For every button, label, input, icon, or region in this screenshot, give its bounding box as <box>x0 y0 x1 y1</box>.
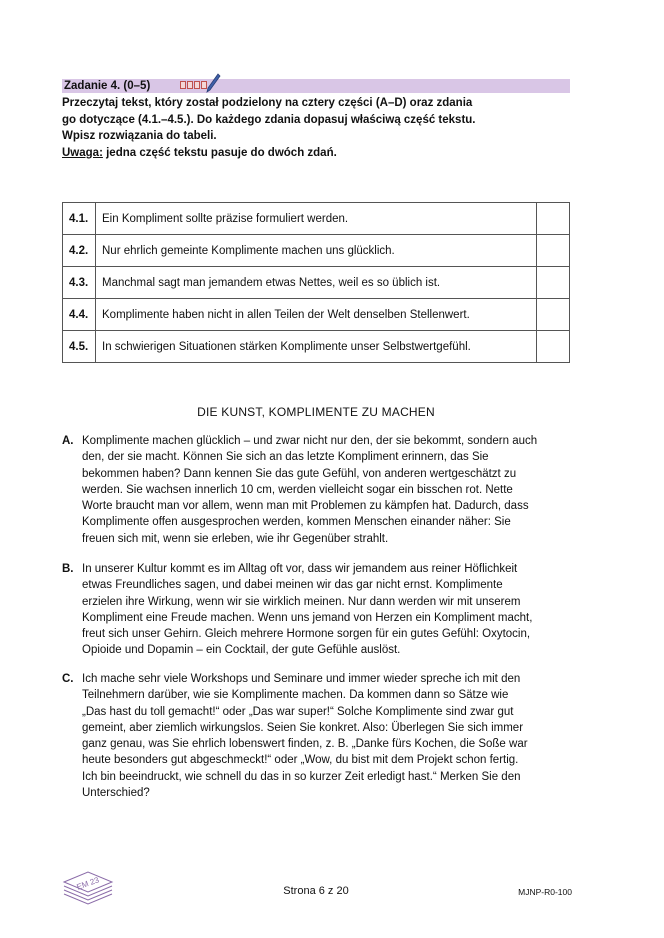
statement-number: 4.3. <box>63 267 96 299</box>
table-row <box>63 267 570 299</box>
text-line: freut sich unser Gehirn. Gleich mehrere Hormone sorgen für ein gutes Gefühl: Oxytocin, <box>82 628 531 641</box>
answer-cell[interactable] <box>537 267 570 299</box>
text-line: Unterschied? <box>82 787 150 800</box>
section-letter: C. <box>62 673 74 685</box>
score-box <box>194 81 200 89</box>
article-section-b <box>62 561 572 659</box>
table-row <box>63 203 570 235</box>
text-line: Komplimente machen glücklich – und zwar nicht nur den, der sie bekommt, sondern auch <box>82 435 538 447</box>
table-row <box>63 299 570 331</box>
page-number: Strona 6 z 20 <box>283 885 349 897</box>
statement-number: 4.5. <box>63 331 96 363</box>
note-label: Uwaga: <box>62 146 103 159</box>
text-line: erzielen ihre Wirkung, wenn wir sie wirklich meinen. Nur dann werden wir mit unserem <box>82 595 521 608</box>
instruction-line: Wpisz rozwiązania do tabeli. <box>62 130 217 142</box>
statement-text: Manchmal sagt man jemandem etwas Nettes, weil es so üblich ist. <box>96 267 537 299</box>
score-box <box>180 81 186 89</box>
statement-number: 4.1. <box>63 203 96 235</box>
text-line: werden. Sie wachsen innerlich 10 cm, werden vielleicht sogar ein bisschen rot. Nette <box>82 483 513 496</box>
instruction-line: go dotyczące (4.1.–4.5.). Do każdego zdania dopasuj właściwą część tekstu. <box>62 113 476 126</box>
text-line: Ich bin beeindruckt, wie schnell du das in so kurzer Zeit erledigt hast.“ Merken Sie den <box>82 770 521 783</box>
text-line: den, der sie macht. Können Sie sich an das letzte Kompliment erinnern, das Sie <box>82 451 489 464</box>
text-line: Ich mache sehr viele Workshops und Seminare und immer wieder spreche ich mit den <box>82 673 521 685</box>
article-section-c <box>62 671 572 801</box>
text-line: „Das hast du toll gemacht!“ oder „Das war super!“ Solche Komplimente sind zwar gut <box>82 705 514 718</box>
answer-cell[interactable] <box>537 299 570 331</box>
text-line: freuen sich mit, wenn sie erleben, wie ihr Gegenüber strahlt. <box>82 532 389 545</box>
section-letter: B. <box>62 563 74 575</box>
text-line: Opioide und Dopamin – ein Cocktail, der gute Gefühle auslöst. <box>82 644 401 657</box>
instruction-note <box>62 145 572 162</box>
section-text <box>82 561 572 659</box>
statement-number: 4.4. <box>63 299 96 331</box>
score-boxes <box>180 81 207 89</box>
statement-text: Komplimente haben nicht in allen Teilen der Welt denselben Stellenwert. <box>96 299 537 331</box>
section-text <box>82 433 572 547</box>
table-row <box>63 331 570 363</box>
section-letter: A. <box>62 435 74 447</box>
logo-text: EM 23 <box>75 875 101 892</box>
score-box <box>187 81 193 89</box>
text-line: Komplimente offen ausgesprochen werden, kommen Menschen einander näher: Sie <box>82 516 511 529</box>
article-title: DIE KUNST, KOMPLIMENTE ZU MACHEN <box>197 405 435 419</box>
table-row <box>63 235 570 267</box>
task-title: Zadanie 4. (0–5) <box>64 80 151 92</box>
statement-text: In schwierigen Situationen stärken Komplimente unser Selbstwertgefühl. <box>96 331 537 363</box>
text-line: etwas Freundliches sagen, und dabei meinen wir das gar nicht ernst. Komplimente <box>82 579 503 592</box>
instruction-line: Przeczytaj tekst, który został podzielony na cztery części (A–D) oraz zdania <box>62 97 473 109</box>
answer-cell[interactable] <box>537 203 570 235</box>
section-text <box>82 671 572 801</box>
article-section-a <box>62 433 572 547</box>
text-line: ganz genau, was Sie ehrlich lobenswert finden, z. B. „Danke fürs Kochen, die Soße war <box>82 738 528 751</box>
text-line: Teilnehmern darüber, wie sie Komplimente machen. Da kommen dann so Sätze wie <box>82 689 509 702</box>
text-line: heute besonders gut abgeschmeckt!“ oder „Wow, du bist mit dem Projekt schon fertig. <box>82 754 519 767</box>
statement-text: Nur ehrlich gemeinte Komplimente machen uns glücklich. <box>96 235 537 267</box>
pen-icon <box>205 73 221 93</box>
text-line: bekommen haben? Dann kennen Sie das gute Gefühl, von anderen wertgeschätzt zu <box>82 467 517 480</box>
document-code: MJNP-R0-100 <box>518 887 572 897</box>
answer-cell[interactable] <box>537 235 570 267</box>
task-instructions <box>62 95 572 161</box>
text-line: Worte braucht man vor allem, wenn man mit Problemen zu kämpfen hat. Dadurch, dass <box>82 500 529 513</box>
answer-table <box>62 202 570 363</box>
note-text: jedna część tekstu pasuje do dwóch zdań. <box>102 146 337 159</box>
text-line: Kompliment eine Freude machen. Wenn uns jemand von Herzen ein Kompliment macht, <box>82 611 533 624</box>
statement-text: Ein Kompliment sollte präzise formuliert werden. <box>96 203 537 235</box>
answer-cell[interactable] <box>537 331 570 363</box>
statement-number: 4.2. <box>63 235 96 267</box>
text-line: In unserer Kultur kommt es im Alltag oft vor, dass wir jemandem aus reiner Höflichkeit <box>82 563 518 575</box>
text-line: gemeint, aber ziemlich wirkungslos. Seien Sie konkret. Also: Überlegen Sie sich immer <box>82 721 524 734</box>
